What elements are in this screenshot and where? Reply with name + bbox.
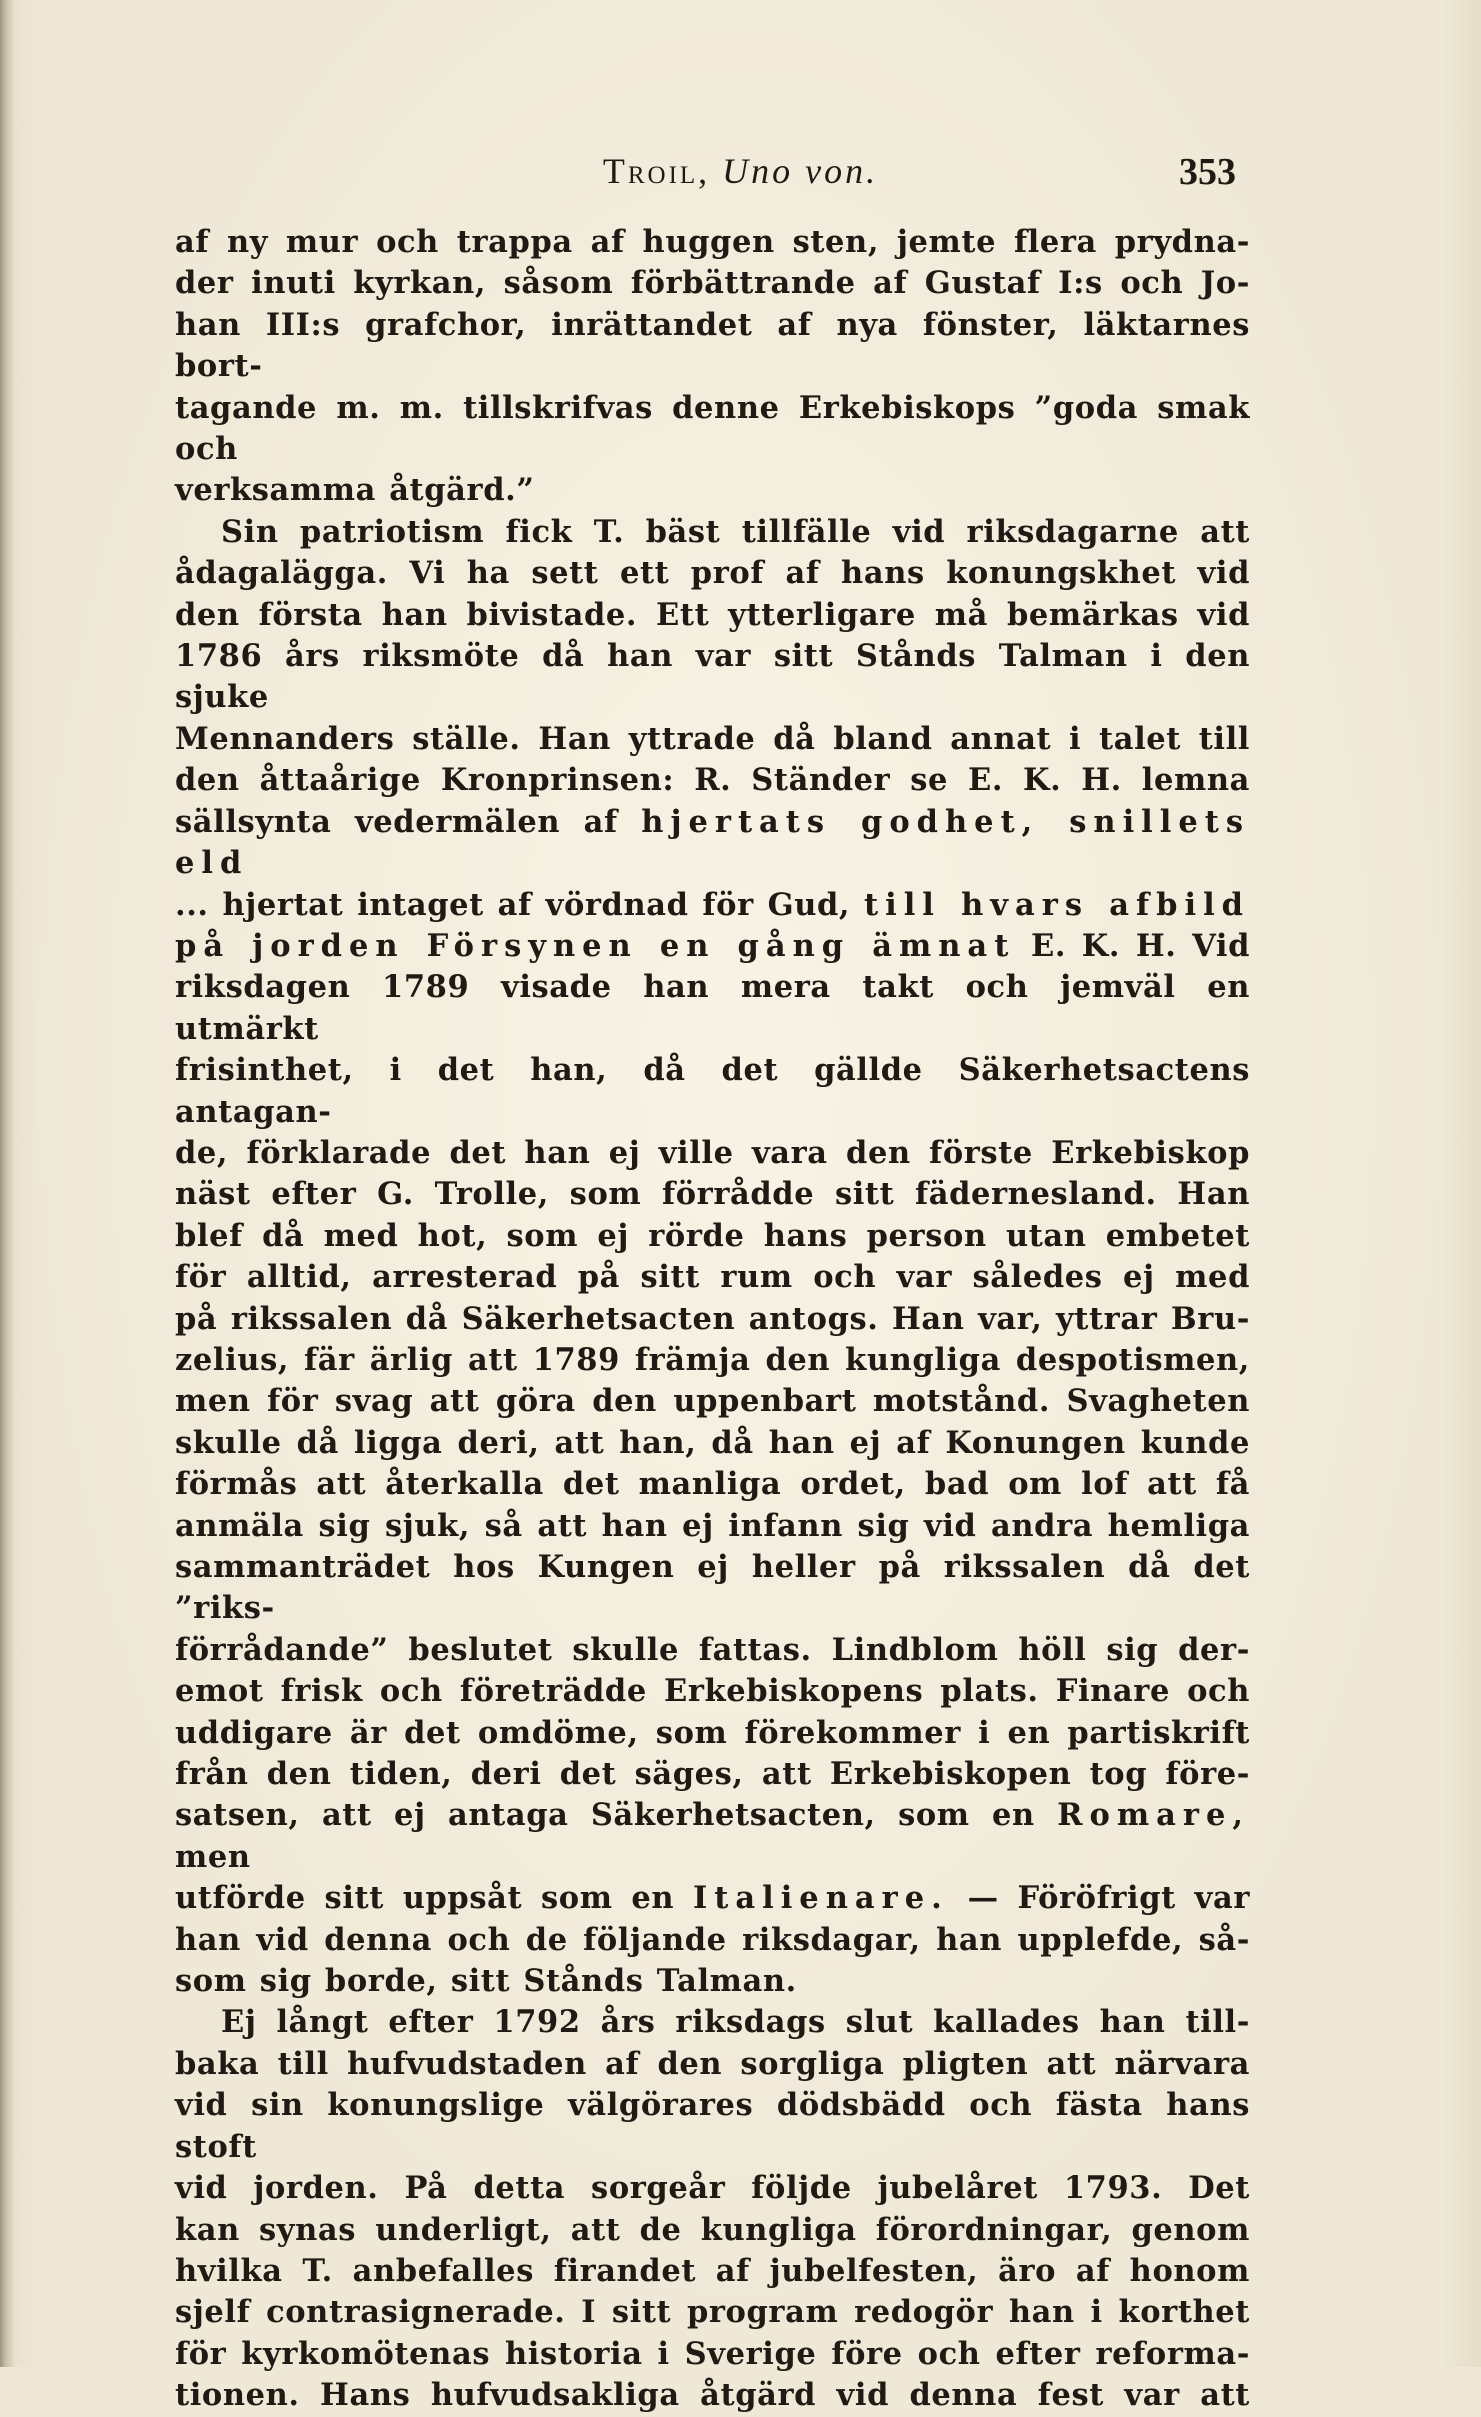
text-span: sällsynta vedermälen af [175,803,618,840]
text-line: 1786 års riksmöte då han var sitt Stånds Talman i den sjuke [175,638,1250,716]
text-line: Mennanders ställe. Han yttrade då bland annat i talet till [175,720,1250,757]
text-line: zelius, fär ärlig att 1789 främja den kungliga despotismen, [175,1341,1250,1378]
text-line: anmäla sig sjuk, så att han ej infann sig vid andra hemliga [175,1507,1250,1544]
text-span: hjertat intaget af vördnad för Gud, [222,886,851,923]
emphasized-text: på jorden Försynen en gång ämnat [175,927,1016,964]
text-line: uddigare är det omdöme, som förekommer i en partiskrift [175,1714,1250,1751]
text-line: af ny mur och trappa af huggen sten, jemte flera prydna- [175,224,1250,260]
text-span: men [175,1838,251,1875]
text-span: ... [175,886,209,923]
text-line [175,1878,1250,1919]
text-line: sammanträdet hos Kungen ej heller på rikssalen då det ”riks- [175,1549,1250,1627]
text-line: han vid denna och de följande riksdagar, han upplefde, så- [175,1921,1250,1958]
emphasized-text: hjertats godhet, snillets eld [175,803,1250,882]
text-line: för kyrkomötenas historia i Sverige före och efter reforma- [175,2335,1250,2372]
page-spine-shadow [0,0,14,2367]
text-line: förmås att återkalla det manliga ordet, bad om lof att få [175,1466,1250,1503]
text-line: Sin patriotism fick T. bäst tillfälle vid riksdagarne att [221,513,1250,550]
text-line: blef då med hot, som ej rörde hans person utan embetet [175,1217,1250,1254]
text-span: — Föröfrigt var [967,1880,1250,1917]
text-line: vid jorden. På detta sorgeår följde jubelåret 1793. Det [175,2170,1250,2207]
text-line: den första han bivistade. Ett ytterligare må bemärkas vid [175,596,1250,633]
text-line: som sig borde, sitt Stånds Talman. [175,1963,797,2000]
text-line: på rikssalen då Säkerhetsacten antogs. Han var, yttrar Bru- [175,1300,1250,1337]
text-line: tagande m. m. tillskrifvas denne Erkebiskops ”goda smak och [175,389,1250,468]
text-line: de, förklarade det han ej ville vara den förste Erkebiskop [175,1134,1250,1171]
text-line: verksamma åtgärd.” [175,472,535,509]
running-head-name: Uno von. [722,151,879,191]
emphasized-text: till hvars afbild [864,886,1250,923]
text-line: riksdagen 1789 visade han mera takt och jemväl en utmärkt [175,969,1250,1047]
text-line: kan synas underligt, att de kungliga förordningar, genom [175,2211,1250,2248]
text-line [175,926,1250,967]
text-line: hvilka T. anbefalles firandet af jubelfesten, äro af honom [175,2252,1250,2289]
text-line: frisinthet, i det han, då det gällde Säkerhetsactens antagan- [175,1052,1250,1130]
text-span: E. K. H. Vid [1031,927,1251,964]
text-line: från den tiden, deri det säges, att Erkebiskopen tog före- [175,1756,1250,1793]
emphasized-text: Romare, [1057,1797,1250,1834]
page-header [0,150,1481,200]
text-span: satsen, att ej antaga Säkerhetsacten, som en [175,1797,1035,1834]
running-head-author: Troil [602,151,699,191]
text-line: emot frisk och företrädde Erkebiskopens plats. Finare och [175,1673,1250,1710]
body-text [175,222,1250,2417]
text-line: den åttaårige Kronprinsen: R. Ständer se E. K. H. lemna [175,762,1250,799]
text-line: der inuti kyrkan, såsom förbättrande af Gustaf I:s och Jo- [175,265,1250,302]
text-line: men för svag att göra den uppenbart motstånd. Svagheten [175,1383,1250,1420]
text-line [175,885,1250,926]
text-line: näst efter G. Trolle, som förrådde sitt fädernesland. Han [175,1176,1250,1213]
text-line: förrådande” beslutet skulle fattas. Lindblom höll sig der- [175,1631,1250,1668]
text-line: sjelf contrasignerade. I sitt program redogör han i korthet [175,2294,1250,2331]
text-line: Ej långt efter 1792 års riksdags slut kallades han till- [221,2004,1250,2041]
text-line: tionen. Hans hufvudsakliga åtgärd vid denna fest var att [175,2377,1250,2414]
text-line: ådagalägga. Vi ha sett ett prof af hans konungskhet vid [175,555,1250,592]
text-line: han III:s grafchor, inrättandet af nya fönster, läktarnes bort- [175,306,1250,385]
text-span: utförde sitt uppsåt som en [175,1880,675,1917]
text-line [175,802,1250,885]
text-line [175,1795,1250,1878]
text-line: baka till hufvudstaden af den sorgliga pligten att närvara [175,2045,1250,2082]
page-number: 353 [1179,151,1236,193]
emphasized-text: Italienare. [693,1880,949,1917]
text-line: för alltid, arresterad på sitt rum och var således ej med [175,1259,1250,1296]
text-line: skulle då ligga deri, att han, då han ej af Konungen kunde [175,1424,1250,1461]
running-head: Troil, Uno von. [602,151,879,191]
text-line: vid sin konungslige välgörares dödsbädd och fästa hans stoft [175,2087,1250,2165]
